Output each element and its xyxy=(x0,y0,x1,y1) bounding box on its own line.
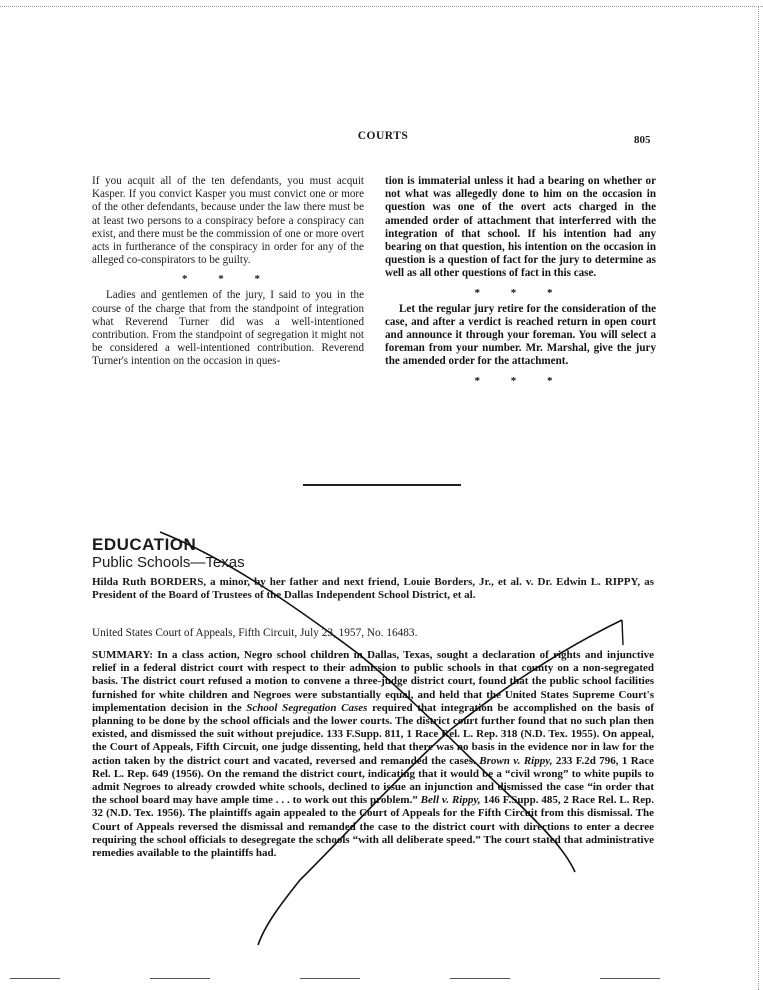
case-caption: Hilda Ruth BORDERS, a minor, by her father and next friend, Louie Borders, Jr., et al. v. Dr. Edwin L. RIPPY, as President of the Board of Trustees of the Dallas Independent School District, et al. xyxy=(92,576,654,601)
summary-case-name-1: School Segregation Cases xyxy=(246,701,368,714)
right-paragraph-1: tion is immaterial unless it had a bearing on whether or not what was allegedly done to him on the occasion in question was one of the overt acts charged in the amended order of attachment that interferred with the integration of that school. If his intention had any bearing on that question, his intention on the occasion in question is a question of fact for the jury to determine as well as all other questions of fact in this case. xyxy=(385,175,656,280)
right-paragraph-2: Let the regular jury retire for the consideration of the case, and after a verdict is reached return in open court and announce it through your foreman. You will select a foreman from your number. Mr. Marshal, give the jury the amended order for the attachment. xyxy=(385,302,656,368)
running-title: COURTS xyxy=(357,130,409,142)
summary-text-4: 146 F.Supp. 485, 2 Race Rel. L. Rep. 32 (N.D. Tex. 1956). The plaintiffs again appealed to the Court of Appeals for the Fifth Circuit from this dismissal. The Court of Appeals reversed the dismissal and remanded the case to the district court with directions to enter a decree requiring the school officials to desegregate the schools “with all deliberate speed.” The court stated that administrative remedies available to the plaintiffs had. xyxy=(92,794,654,860)
scan-footer-mark xyxy=(300,978,360,979)
scan-edge-right xyxy=(758,6,759,990)
section-subheading: Public Schools—Texas xyxy=(92,554,245,571)
scan-footer-mark xyxy=(10,978,60,979)
section-break-stars: * * * xyxy=(474,286,567,299)
right-column xyxy=(385,175,656,391)
scan-footer-mark xyxy=(600,978,660,979)
court-citation: United States Court of Appeals, Fifth Circuit, July 23, 1957, No. 16483. xyxy=(92,627,418,639)
left-paragraph-2: Ladies and gentlemen of the jury, I said to you in the course of the charge that from the standpoint of integration what Reverend Turner did was a well-intentioned contribution. From the standpoint of segregation it might not be considered a well-intentioned contribution. Reverend Turner's intention on the occasion in ques- xyxy=(92,289,364,368)
left-column xyxy=(92,175,364,369)
scan-edge-top xyxy=(0,6,763,7)
summary-text-3: 233 F.2d 796, 1 Race Rel. L. Rep. 649 (1956). On the remand the district court, indicating that it would be a “civil wrong” to white pupils to admit Negroes to already crowded white schools, declined to issue an injunction and dismissed the case “in order that the school board may have ample time . . . to work out this problem.” xyxy=(92,754,654,807)
section-break-stars: * * * xyxy=(474,374,567,387)
page-number: 805 xyxy=(634,134,651,146)
case-summary xyxy=(92,649,654,860)
left-paragraph-1: If you acquit all of the ten defendants, you must acquit Kasper. If you convict Kasper you must convict one or more of the other defendants, because under the law there must be at least two persons to a conspiracy before a conspiracy can exist, and there must be the commission of one or more overt acts in furtherance of the conspiracy in order for any of the alleged co-conspirators to be guilty. xyxy=(92,175,364,267)
scan-footer-mark xyxy=(150,978,210,979)
section-heading: EDUCATION xyxy=(92,535,197,554)
summary-case-name-2: Brown v. Rippy, xyxy=(479,754,553,767)
section-divider xyxy=(303,484,461,486)
summary-case-name-3: Bell v. Rippy, xyxy=(420,794,481,807)
section-break-stars: * * * xyxy=(182,273,274,286)
scan-footer-mark xyxy=(450,978,510,979)
summary-text-2: required that integration be accomplished on the basis of planning to be done by the school officials and the lower courts. The district court further found that no such plan then existed, and dismissed the suit without prejudice. 133 F.Supp. 811, 1 Race Rel. L. Rep. 318 (N.D. Tex. 1955). On appeal, the Court of Appeals, Fifth Circuit, one judge dissenting, held that there was no basis in the evidence nor in law for the action taken by the district court and vacated, reversed and remanded the cases. xyxy=(92,701,654,767)
summary-text-1: In a class action, Negro school children in Dallas, Texas, sought a declaration of rights and injunctive relief in a federal district court with respect to their admission to public schools in that county on a non-segregated basis. The district court refused a motion to convene a three-judge district court, found that the public school facilities furnished for white children and Negroes were substantially equal, and held that the United States Supreme Court's implementation decision in the xyxy=(92,649,655,714)
summary-label: SUMMARY: xyxy=(92,649,153,661)
